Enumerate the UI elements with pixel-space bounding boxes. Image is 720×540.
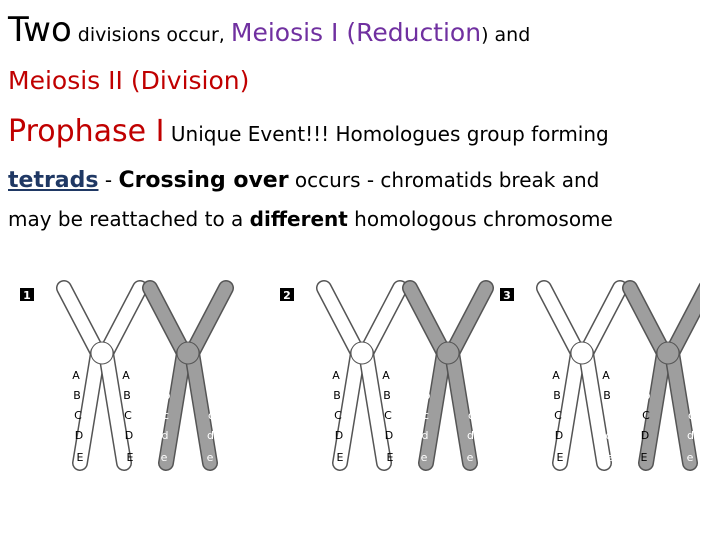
label-grey-a-3-2: C xyxy=(642,409,650,422)
label-grey-a-3-4: E xyxy=(640,451,648,464)
grey-centromere-2 xyxy=(437,342,459,364)
label-grey-b-1-b: b xyxy=(208,389,215,402)
label-white-b-2-1: B xyxy=(383,389,391,402)
grey-centromere-1 xyxy=(177,342,199,364)
label-white-a-2-A: A xyxy=(332,369,340,382)
label-white-b-3-2: c xyxy=(604,409,612,422)
white-centromere-2 xyxy=(351,342,373,364)
label-grey-b-3-a: a xyxy=(688,369,696,382)
label-grey-b-3-e: e xyxy=(686,451,694,464)
close-paren: ) xyxy=(481,24,489,46)
meiosis-2-text: Meiosis II (Division) xyxy=(8,66,250,95)
label-grey-b-2-c: c xyxy=(467,409,475,422)
label-white-b-1-1: B xyxy=(123,389,131,402)
grey-chromatid-2b-lower xyxy=(452,353,470,463)
label-white-a-1-C: C xyxy=(74,409,82,422)
grey-chromatid-1a-upper xyxy=(150,288,184,353)
label-grey-b-2-a: a xyxy=(468,369,476,382)
label-grey-a-1-4: e xyxy=(160,451,168,464)
label-grey-a-3-1: b xyxy=(643,389,651,402)
step-number-3: 3 xyxy=(503,289,511,302)
label-white-a-3-C: C xyxy=(554,409,562,422)
grey-centromere-3 xyxy=(657,342,679,364)
label-white-a-2-B: B xyxy=(333,389,341,402)
homologous-text: homologous chromosome xyxy=(347,207,613,231)
meiosis-1-text: Meiosis I (Reduction xyxy=(230,18,482,47)
label-white-a-2-E: E xyxy=(336,451,344,464)
label-grey-a-2-0: a xyxy=(424,369,432,382)
label-white-b-2-2: C xyxy=(384,409,392,422)
label-white-b-3-1: B xyxy=(603,389,611,402)
label-grey-b-3-b: b xyxy=(688,389,695,402)
crossing-over-diagram xyxy=(20,278,700,478)
label-white-b-2-0: A xyxy=(382,369,390,382)
label-white-a-3-D: D xyxy=(554,429,564,442)
white-chromatid-3a-lower xyxy=(560,353,578,463)
dash-text: - xyxy=(98,168,119,192)
white-chromatid-2a-upper xyxy=(324,288,358,353)
white-chromatid-1a-upper xyxy=(64,288,98,353)
label-white-a-1-E: E xyxy=(76,451,84,464)
label-grey-a-1-0: a xyxy=(164,369,172,382)
step-number-1: 1 xyxy=(23,289,31,302)
line-3 xyxy=(8,114,609,149)
label-white-b-3-0: A xyxy=(602,369,610,382)
label-white-b-3-4: e xyxy=(606,451,614,464)
white-chromatid-1a-lower xyxy=(80,353,98,463)
label-grey-a-2-2: c xyxy=(422,409,430,422)
label-grey-b-2-b: b xyxy=(468,389,475,402)
label-grey-b-2-d: d xyxy=(467,429,474,442)
label-white-a-3-A: A xyxy=(552,369,560,382)
grey-chromatid-1b-lower xyxy=(192,353,210,463)
label-white-a-3-E: E xyxy=(556,451,564,464)
two-text: Two xyxy=(8,10,72,50)
label-grey-b-3-c: c xyxy=(687,409,695,422)
label-grey-b-3-d: d xyxy=(687,429,694,442)
label-grey-b-1-e: e xyxy=(206,451,214,464)
white-centromere-1 xyxy=(91,342,113,364)
label-grey-a-2-4: e xyxy=(420,451,428,464)
label-white-b-3-3: d xyxy=(605,429,613,442)
reattached-text: may be reattached to a xyxy=(8,207,250,231)
label-grey-a-1-1: b xyxy=(163,389,171,402)
label-white-b-1-0: A xyxy=(122,369,130,382)
label-grey-b-1-c: c xyxy=(207,409,215,422)
label-white-b-2-4: E xyxy=(386,451,394,464)
step-number-2: 2 xyxy=(283,289,291,302)
white-chromatid-2a-lower xyxy=(340,353,358,463)
label-white-b-1-3: D xyxy=(124,429,134,442)
label-grey-a-2-1: b xyxy=(423,389,431,402)
grey-chromatid-2b-upper xyxy=(452,288,486,353)
white-chromatid-3a-upper xyxy=(544,288,578,353)
label-white-b-1-2: C xyxy=(124,409,132,422)
label-grey-a-1-3: d xyxy=(161,429,169,442)
line-1 xyxy=(8,10,530,50)
label-grey-a-1-2: c xyxy=(162,409,170,422)
grey-chromatid-2a-upper xyxy=(410,288,444,353)
unique-event-text: Unique Event!!! Homologues group forming xyxy=(164,122,609,146)
line-5 xyxy=(8,207,613,231)
divisions-text: divisions occur, xyxy=(71,24,231,46)
label-grey-a-3-3: D xyxy=(640,429,650,442)
white-centromere-3 xyxy=(571,342,593,364)
tetrads-text: tetrads xyxy=(8,168,99,193)
grey-chromatid-3b-lower xyxy=(672,353,690,463)
prophase-text: Prophase I xyxy=(8,114,165,149)
label-grey-b-1-d: d xyxy=(207,429,214,442)
white-chromatid-1b-upper xyxy=(106,288,140,353)
white-chromatid-3b-upper xyxy=(586,288,620,353)
label-white-a-1-D: D xyxy=(74,429,84,442)
label-white-a-2-D: D xyxy=(334,429,344,442)
label-grey-b-1-a: a xyxy=(208,369,216,382)
label-white-a-1-B: B xyxy=(73,389,81,402)
crossing-over-text: Crossing over xyxy=(118,168,289,193)
line-4 xyxy=(8,168,599,193)
different-text: different xyxy=(249,207,348,231)
label-white-b-1-4: E xyxy=(126,451,134,464)
grey-chromatid-1b-upper xyxy=(192,288,226,353)
and-text: and xyxy=(488,24,531,46)
label-white-b-2-3: D xyxy=(384,429,394,442)
label-grey-a-3-0: a xyxy=(644,369,652,382)
label-grey-a-2-3: d xyxy=(421,429,429,442)
line-2 xyxy=(8,66,249,95)
label-white-a-2-C: C xyxy=(334,409,342,422)
occurs-text: occurs - chromatids break and xyxy=(288,168,600,192)
white-chromatid-2b-upper xyxy=(366,288,400,353)
label-white-a-1-A: A xyxy=(72,369,80,382)
label-white-a-3-B: B xyxy=(553,389,561,402)
label-grey-b-2-e: e xyxy=(466,451,474,464)
grey-chromatid-3a-upper xyxy=(630,288,664,353)
